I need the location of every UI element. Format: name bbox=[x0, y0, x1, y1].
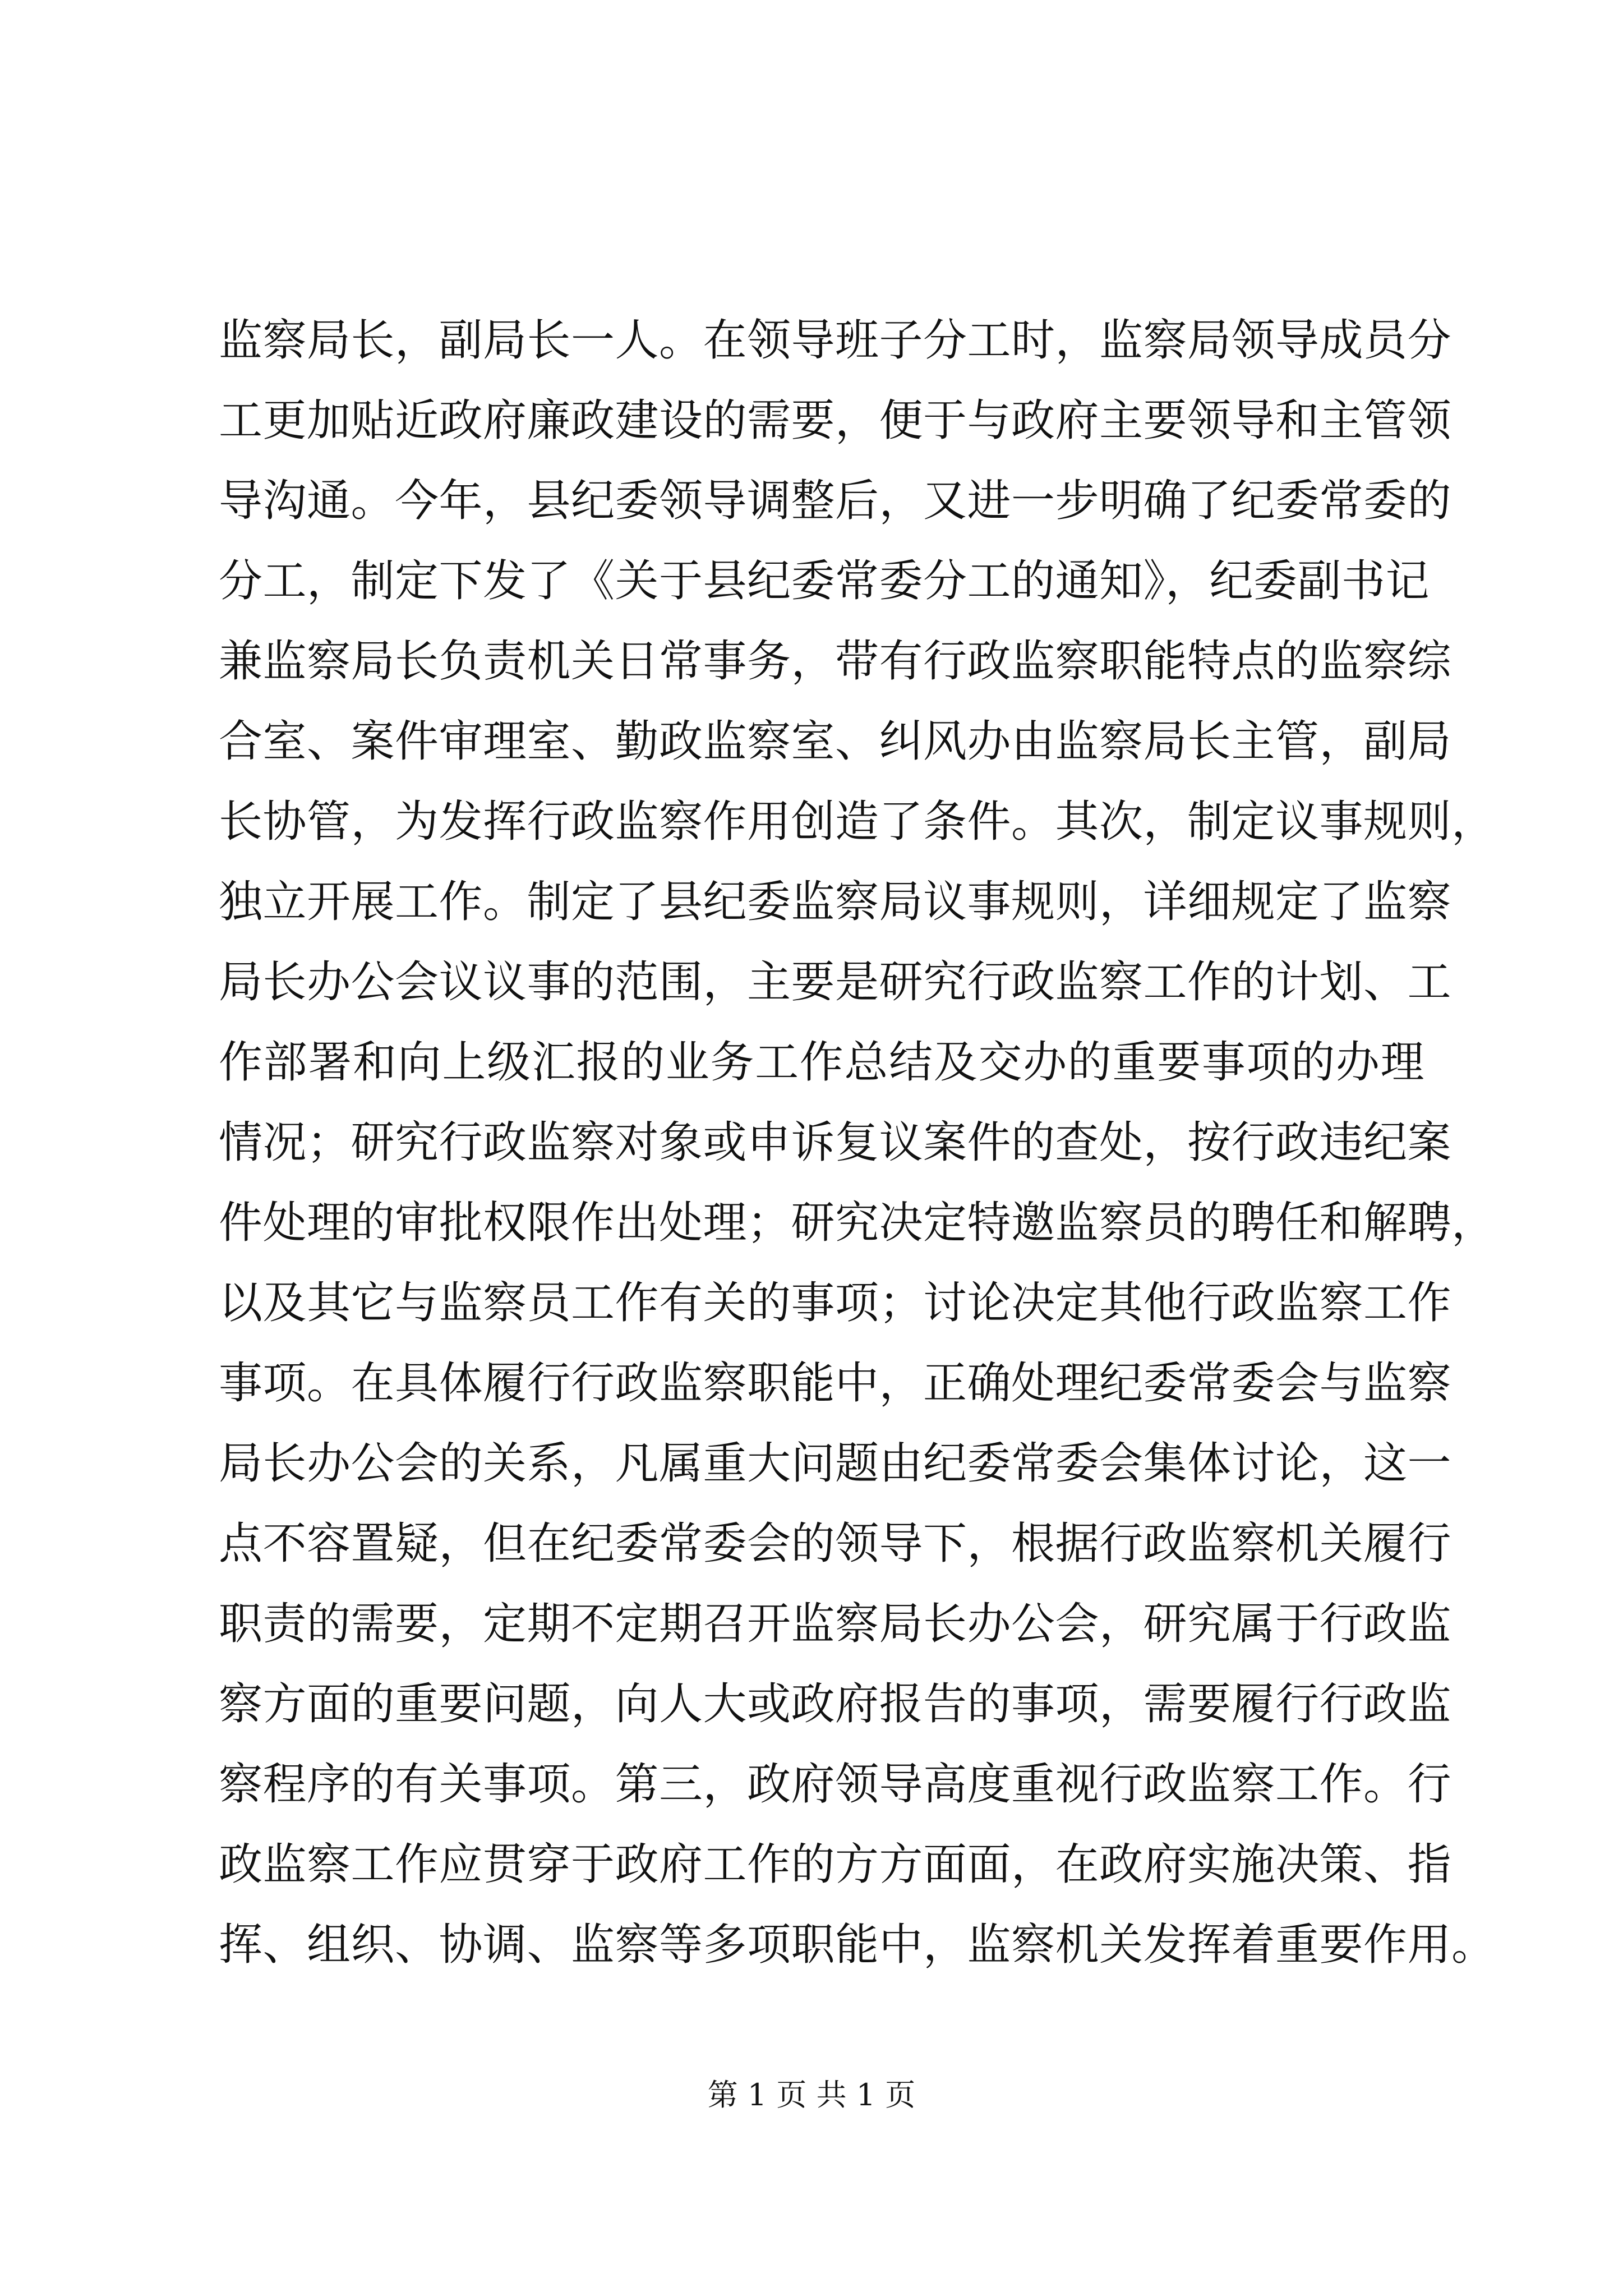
text-line: 局长办公会的关系，凡属重大问题由纪委常委会集体讨论，这一 bbox=[219, 1438, 1452, 1489]
body-paragraph bbox=[219, 301, 1496, 1985]
text-line: 局长办公会议议事的范围，主要是研究行政监察工作的计划、工 bbox=[219, 957, 1452, 1007]
text-line: 长协管，为发挥行政监察作用创造了条件。其次，制定议事规则， bbox=[219, 797, 1496, 847]
text-line: 独立开展工作。制定了县纪委监察局议事规则，详细规定了监察 bbox=[219, 877, 1452, 927]
text-line: 作部署和向上级汇报的业务工作总结及交办的重要事项的办理 bbox=[219, 1037, 1424, 1088]
text-line: 件处理的审批权限作出处理；研究决定特邀监察员的聘任和解聘， bbox=[219, 1198, 1496, 1248]
text-line: 事项。在具体履行行政监察职能中，正确处理纪委常委会与监察 bbox=[219, 1358, 1452, 1409]
text-line: 兼监察局长负责机关日常事务，带有行政监察职能特点的监察综 bbox=[219, 636, 1452, 687]
text-line: 察方面的重要问题，向人大或政府报告的事项，需要履行行政监 bbox=[219, 1679, 1452, 1729]
text-line: 分工，制定下发了《关于县纪委常委分工的通知》，纪委副书记 bbox=[219, 556, 1430, 606]
text-line: 职责的需要，定期不定期召开监察局长办公会，研究属于行政监 bbox=[219, 1599, 1452, 1649]
text-line: 情况；研究行政监察对象或申诉复议案件的查处，按行政违纪案 bbox=[219, 1117, 1452, 1168]
text-line: 点不容置疑，但在纪委常委会的领导下，根据行政监察机关履行 bbox=[219, 1519, 1452, 1569]
text-line: 以及其它与监察员工作有关的事项；讨论决定其他行政监察工作 bbox=[219, 1278, 1452, 1328]
text-line: 导沟通。今年，县纪委领导调整后，又进一步明确了纪委常委的 bbox=[219, 476, 1452, 526]
text-line: 挥、组织、协调、监察等多项职能中，监察机关发挥着重要作用。 bbox=[219, 1920, 1496, 1970]
text-line: 工更加贴近政府廉政建设的需要，便于与政府主要领导和主管领 bbox=[219, 395, 1452, 446]
text-line: 察程序的有关事项。第三，政府领导高度重视行政监察工作。行 bbox=[219, 1759, 1452, 1810]
page-number-label: 第 1 页 共 1 页 bbox=[707, 2077, 916, 2113]
text-line: 合室、案件审理室、勤政监察室、纠风办由监察局长主管，副局 bbox=[219, 716, 1452, 767]
page-footer bbox=[0, 2076, 1623, 2115]
text-line: 政监察工作应贯穿于政府工作的方方面面，在政府实施决策、指 bbox=[219, 1839, 1452, 1890]
text-line: 监察局长，副局长一人。在领导班子分工时，监察局领导成员分 bbox=[219, 315, 1452, 366]
